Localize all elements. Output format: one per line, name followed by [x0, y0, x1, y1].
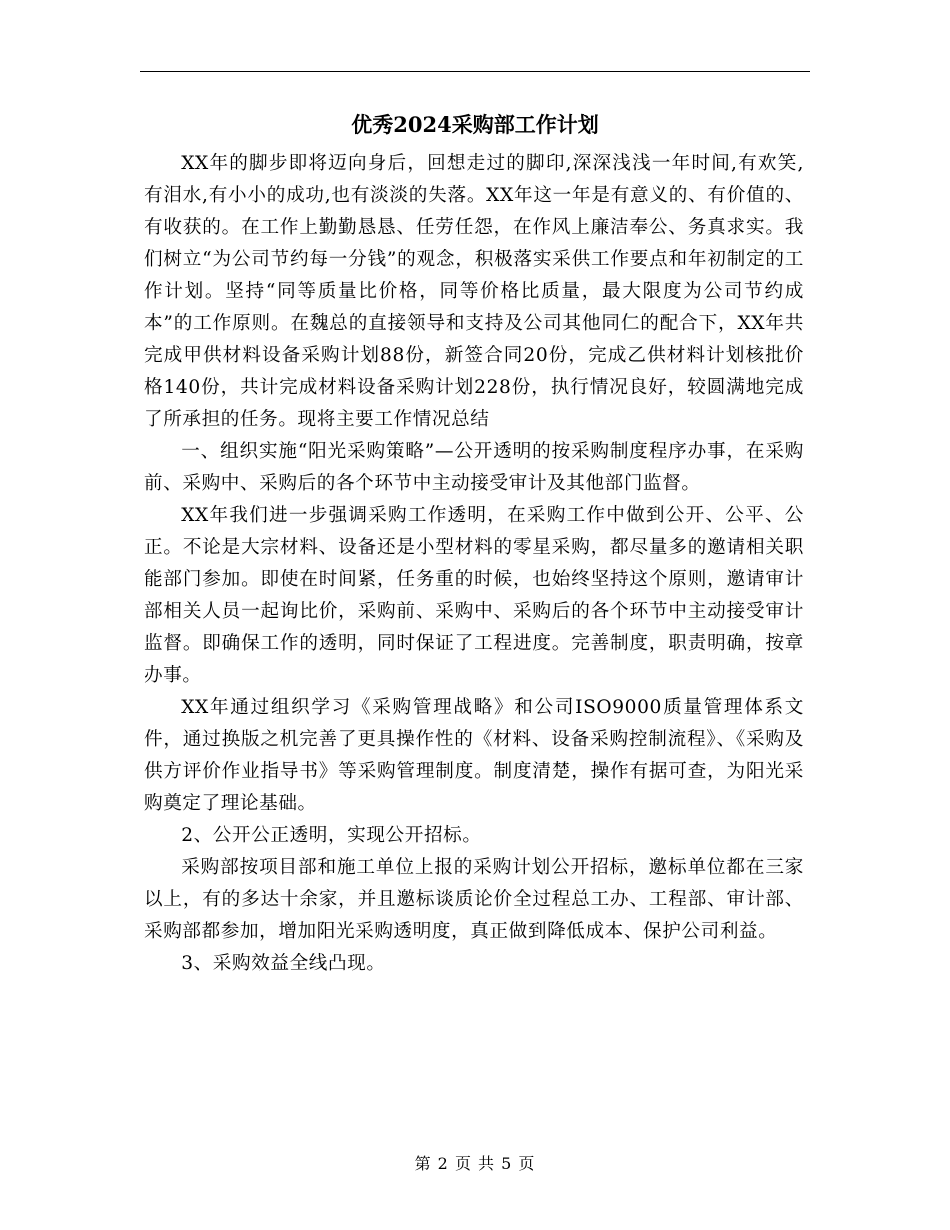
paragraph-iso9000: XX年通过组织学习《采购管理战略》和公司ISO9000质量管理体系文件，通过换版之机完善了更具操作性的《材料、设备采购控制流程》、《采购及供方评价作业指导书》等采购管理制度。制度清楚，操作有据可查，为阳光采购奠定了理论基础。	[144, 697, 804, 814]
header-rule	[140, 71, 810, 72]
paragraph-section-1: 一、组织实施“阳光采购策略”—公开透明的按采购制度程序办事，在采购前、采购中、采购后的各个环节中主动接受审计及其他部门监督。	[144, 441, 804, 494]
paragraph-section-3: 3、采购效益全线凸现。	[181, 953, 386, 974]
paragraph-section-2: 2、公开公正透明，实现公开招标。	[181, 825, 482, 846]
document-body	[144, 148, 804, 980]
paragraph-tendering: 采购部按项目部和施工单位上报的采购计划公开招标，邀标单位都在三家以上，有的多达十余家，并且邀标谈质论价全过程总工办、工程部、审计部、采购部都参加，增加阳光采购透明度，真正做到降低成本、保护公司利益。	[144, 857, 804, 942]
document-title: 优秀2024采购部工作计划	[351, 112, 599, 137]
page-number: 第 2 页 共 5 页	[414, 1154, 536, 1173]
paragraph-transparency: XX年我们进一步强调采购工作透明，在采购工作中做到公开、公平、公正。不论是大宗材料、设备还是小型材料的零星采购，都尽量多的邀请相关职能部门参加。即使在时间紧，任务重的时候，也始终坚持这个原则，邀请审计部相关人员一起询比价，采购前、采购中、采购后的各个环节中主动接受审计监督。即确保工作的透明，同时保证了工程进度。完善制度，职责明确，按章办事。	[144, 505, 804, 686]
paragraph-intro: XX年的脚步即将迈向身后，回想走过的脚印,深深浅浅一年时间,有欢笑,有泪水,有小小的成功,也有淡淡的失落。XX年这一年是有意义的、有价值的、有收获的。在工作上勤勤恳恳、任劳任怨，在作风上廉洁奉公、务真求实。我们树立“为公司节约每一分钱”的观念，积极落实采供工作要点和年初制定的工作计划。坚持“同等质量比价格，同等价格比质量，最大限度为公司节约成本”的工作原则。在魏总的直接领导和支持及公司其他同仁的配合下，XX年共完成甲供材料设备采购计划88份，新签合同20份，完成乙供材料计划核批价格140份，共计完成材料设备采购计划228份，执行情况良好，较圆满地完成了所承担的任务。现将主要工作情况总结	[144, 153, 804, 430]
